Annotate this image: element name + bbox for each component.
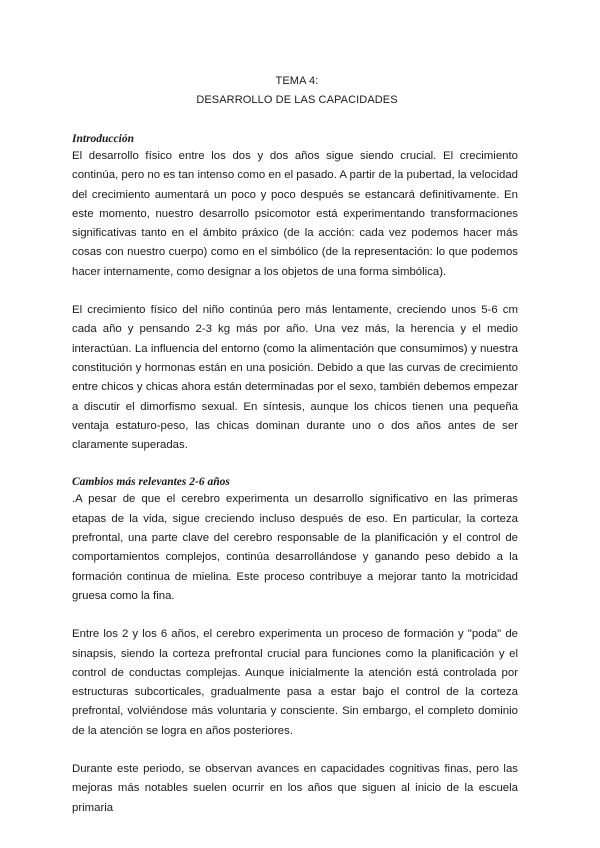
document-page xyxy=(72,72,518,818)
title-line-2: DESARROLLO DE LAS CAPACIDADES xyxy=(196,94,398,106)
title-line-1: TEMA 4: xyxy=(275,75,319,87)
document-title xyxy=(76,72,518,110)
paragraph: Entre los 2 y los 6 años, el cerebro experimenta un proceso de formación y "poda" de sinapsis, siendo la corteza prefrontal crucial para funciones como la planificación y el control de conductas complejas. Aunque inicialmente la atención está controlada por estructuras subcorticales, gradualmente pasa a estar bajo el control de la corteza prefrontal, volviéndose más voluntaria y consciente. Sin embargo, el completo dominio de la atención se logra en años posteriores. xyxy=(72,628,518,737)
section-cambios-relevantes xyxy=(72,474,518,817)
paragraph: El desarrollo físico entre los dos y dos años sigue siendo crucial. El crecimiento continúa, pero no es tan intenso como en el pasado. A partir de la pubertad, la velocidad del crecimiento aumentará un poco y poco después se estancará definitivamente. En este momento, nuestro desarrollo psicomotor está experimentando transformaciones significativas tanto en el ámbito práxico (de la acción: cada vez podemos hacer más cosas con nuestro cuerpo) como en el simbólico (de la representación: lo que podemos hacer internamente, como designar a los objetos de una forma simbólica). xyxy=(72,150,518,278)
paragraph: El crecimiento físico del niño continúa pero más lentamente, creciendo unos 5-6 cm cada año y pensando 2-3 kg más por año. Una vez más, la herencia y el medio interactúan. La influencia del entorno (como la alimentación que consumimos) y nuestra constitución y hormonas están en una posición. Debido a que las curvas de crecimiento entre chicos y chicas ahora están determinadas por el sexo, también debemos empezar a discutir el dimorfismo sexual. En síntesis, aunque los chicos tienen una pequeña ventaja estaturo-peso, las chicas dominan durante uno o dos años antes de ser claramente superadas. xyxy=(72,304,518,452)
section-heading: Cambios más relevantes 2-6 años xyxy=(72,476,230,489)
section-heading: Introducción xyxy=(72,133,134,145)
paragraph: Durante este periodo, se observan avances en capacidades cognitivas finas, pero las mejoras más notables suelen ocurrir en los años que siguen al inicio de la escuela primaria xyxy=(72,763,518,814)
section-introduccion xyxy=(72,131,518,455)
paragraph: .A pesar de que el cerebro experimenta un desarrollo significativo en las primeras etapas de la vida, sigue creciendo incluso después de eso. En particular, la corteza prefrontal, una parte clave del cerebro responsable de la planificación y el control de comportamientos complejos, continúa desarrollándose y ganando peso debido a la formación continua de mielina. Este proceso contribuye a mejorar tanto la motricidad gruesa como la fina. xyxy=(72,493,518,602)
